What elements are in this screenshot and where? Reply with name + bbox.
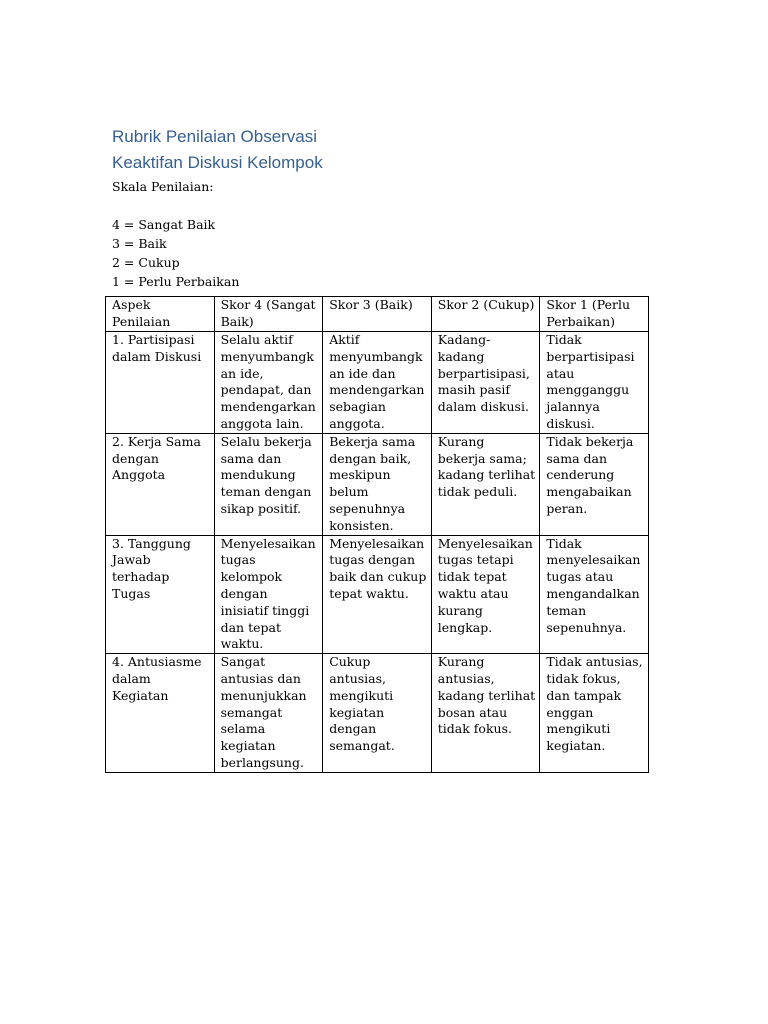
aspect-cell: 1. Partisipasi dalam Diskusi [106,332,215,434]
title-line-2: Keaktifan Diskusi Kelompok [112,153,323,172]
header-skor-2: Skor 2 (Cukup) [431,297,540,332]
score-1-cell: Tidak antusias, tidak fokus, dan tampak enggan mengikuti kegiatan. [540,654,649,773]
scale-item: 4 = Sangat Baik [112,217,216,232]
scale-item: 3 = Baik [112,236,167,251]
table-row [106,433,649,535]
document-page [112,124,652,291]
score-3-cell: Cukup antusias, mengikuti kegiatan dengan semangat. [323,654,432,773]
title-line-1: Rubrik Penilaian Observasi [112,127,318,146]
header-skor-3: Skor 3 (Baik) [323,297,432,332]
scale-list [112,215,652,291]
score-4-cell: Menyelesaikan tugas kelompok dengan inisiatif tinggi dan tepat waktu. [214,535,323,654]
scale-item: 2 = Cukup [112,255,180,270]
score-3-cell: Bekerja sama dengan baik, meskipun belum sepenuhnya konsisten. [323,433,432,535]
table-header-row [106,297,649,332]
table-row [106,332,649,434]
header-aspek: Aspek Penilaian [106,297,215,332]
scale-item: 1 = Perlu Perbaikan [112,274,240,289]
score-2-cell: Menyelesaikan tugas tetapi tidak tepat waktu atau kurang lengkap. [431,535,540,654]
score-2-cell: Kurang antusias, kadang terlihat bosan atau tidak fokus. [431,654,540,773]
aspect-cell: 2. Kerja Sama dengan Anggota [106,433,215,535]
score-3-cell: Aktif menyumbangkan ide dan mendengarkan sebagian anggota. [323,332,432,434]
score-2-cell: Kadang-kadang berpartisipasi, masih pasif dalam diskusi. [431,332,540,434]
aspect-cell: 3. Tanggung Jawab terhadap Tugas [106,535,215,654]
header-skor-4: Skor 4 (Sangat Baik) [214,297,323,332]
aspect-cell: 4. Antusiasme dalam Kegiatan [106,654,215,773]
table-row [106,535,649,654]
score-3-cell: Menyelesaikan tugas dengan baik dan cukup tepat waktu. [323,535,432,654]
rubric-table [105,296,649,773]
score-4-cell: Selalu bekerja sama dan mendukung teman dengan sikap positif. [214,433,323,535]
score-1-cell: Tidak menyelesaikan tugas atau mengandalkan teman sepenuhnya. [540,535,649,654]
score-1-cell: Tidak berpartisipasi atau mengganggu jalannya diskusi. [540,332,649,434]
header-skor-1: Skor 1 (Perlu Perbaikan) [540,297,649,332]
score-4-cell: Sangat antusias dan menunjukkan semangat selama kegiatan berlangsung. [214,654,323,773]
score-2-cell: Kurang bekerja sama; kadang terlihat tidak peduli. [431,433,540,535]
scale-label: Skala Penilaian: [112,179,214,194]
table-row [106,654,649,773]
score-4-cell: Selalu aktif menyumbangkan ide, pendapat, dan mendengarkan anggota lain. [214,332,323,434]
document-title [112,124,652,176]
score-1-cell: Tidak bekerja sama dan cenderung mengabaikan peran. [540,433,649,535]
